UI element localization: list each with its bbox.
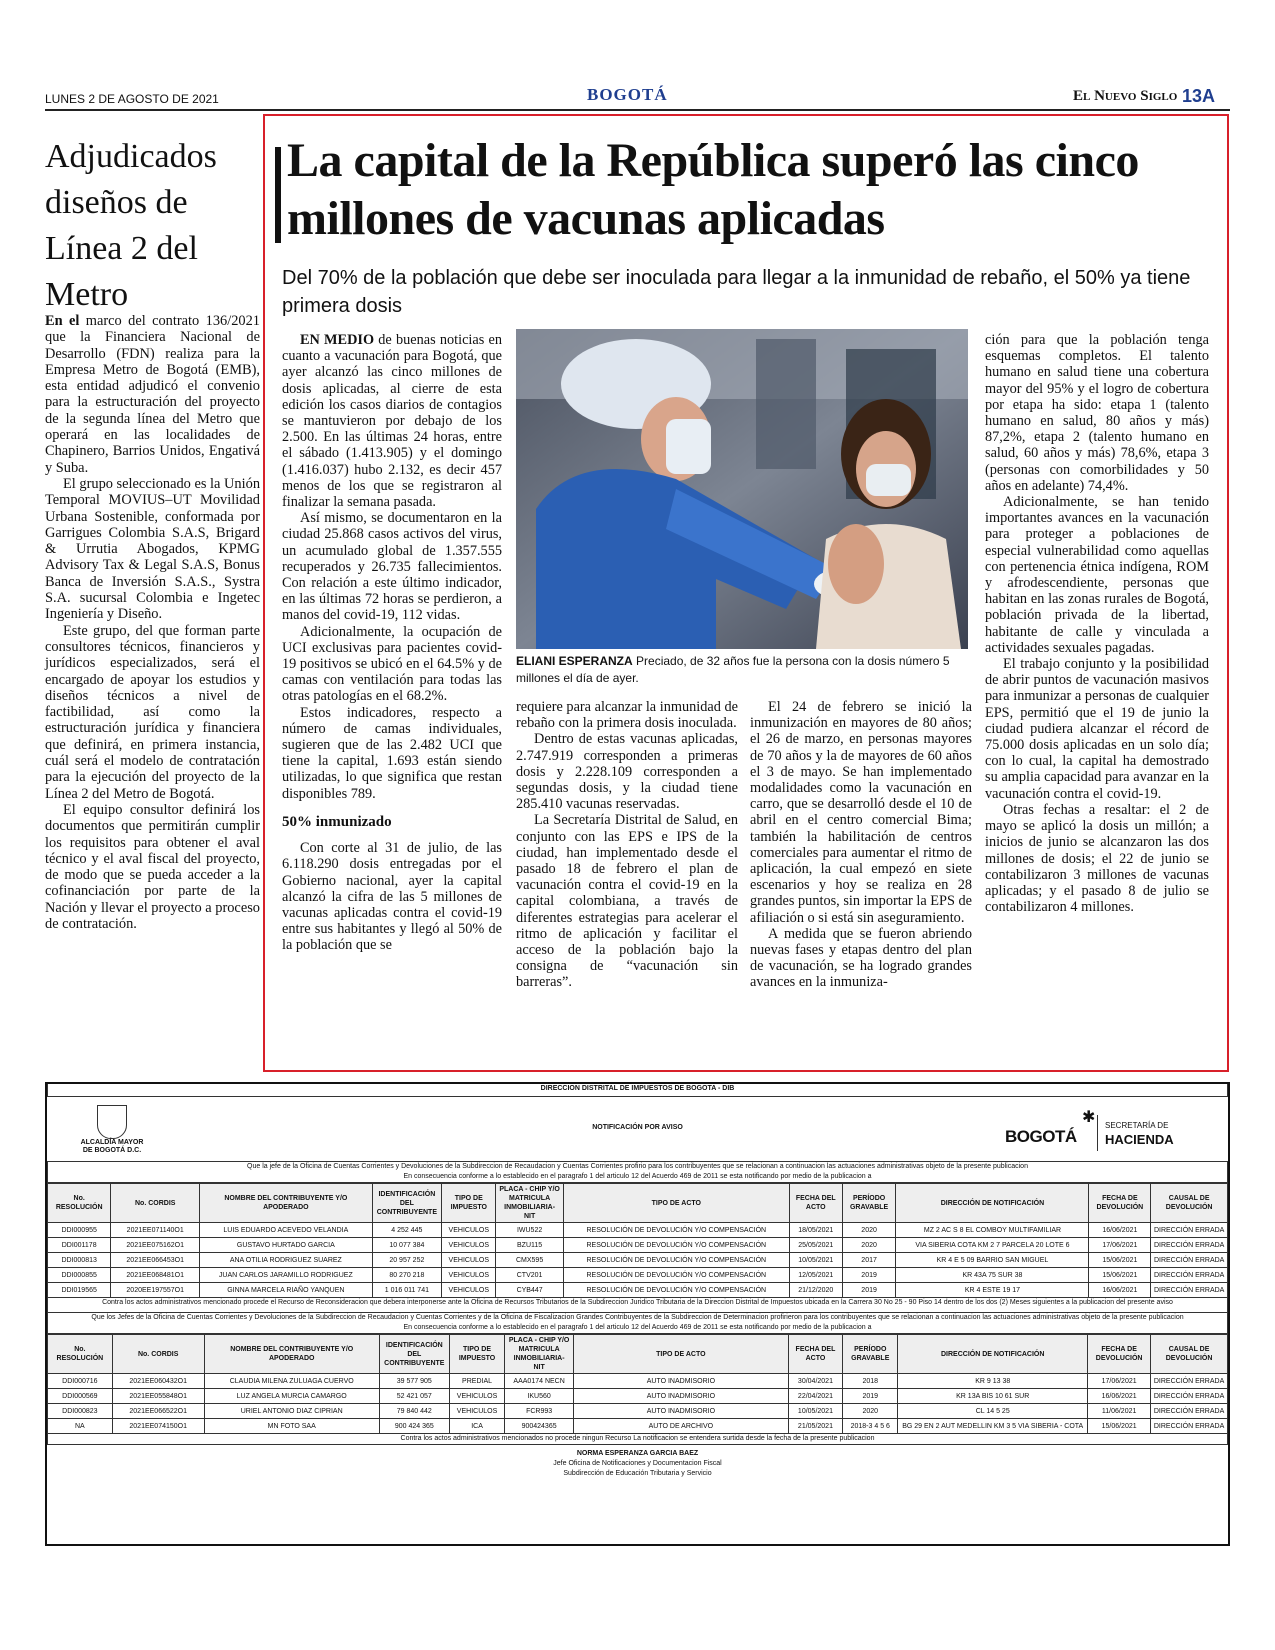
main-paragraph: Otras fechas a resaltar: el 2 de mayo se aplicó la dosis un millón; a inicios de junio se alcanzaron las dos millones de dosis; el 22 de junio se contabilizaron 3 millones de vacunas aplicadas; y el pasado 8 de julio se contabilizaron 4 millones.: [985, 801, 1209, 916]
main-paragraph: A medida que se fueron abriendo nuevas fases y etapas dentro del plan de vacunación, se ha logrado grandes avances en la inmuniza-: [750, 925, 972, 991]
table-cell: CYB447: [496, 1283, 563, 1298]
table-cell: CL 14 5 25: [898, 1404, 1088, 1419]
table-cell: 15/06/2021: [1088, 1419, 1151, 1434]
logo-divider: [1097, 1115, 1098, 1151]
table-cell: 2021EE075162O1: [111, 1238, 200, 1253]
table-header-cell: No. RESOLUCIÓN: [48, 1335, 113, 1374]
main-paragraph: ción para que la población tenga esquemas completos. El talento humano en salud tiene una cobertura mayor del 95% y el logro de cobertura por etapa ha sido: etapa 1 (talento humano en salud, 80 años y más) 87,2%, etapa 2 (talento humano en salud, 60 años y más) 78,6%, etapa 3 (personas con comorbilidades y 50 años en adelante) 74,4%.: [985, 332, 1209, 494]
table-cell: LUZ ANGELA MURCIA CAMARGO: [204, 1389, 379, 1404]
main-paragraph: Estos indicadores, respecto a número de camas individuales, sugieren que de las 2.482 UCI que tiene la capital, 1.693 están siendo utilizadas, lo que significa que restan disponibles 789.: [282, 704, 502, 802]
table-cell: BZU115: [496, 1238, 563, 1253]
main-headline: La capital de la República superó las cinco millones de vacunas aplicadas: [287, 134, 1139, 245]
main-paragraph: Así mismo, se documentaron en la ciudad 25.868 casos activos del virus, un acumulado global de 1.357.555 recuperados y 26.735 fallecimientos. Con relación a este último indicador, en las últimas 72 horas se perdieron, a manos del covid-19, 112 vidas.: [282, 510, 502, 624]
table-cell: 25/05/2021: [789, 1238, 842, 1253]
intro-text-2b: En consecuencia conforme a lo establecido en el paragrafo 1 del articulo 12 del Acuerdo 469 de 2011 se esta notificando por medio de la publicacion a: [47, 1323, 1228, 1334]
notice-header: [47, 1097, 1228, 1161]
table-cell: DDI000813: [48, 1253, 111, 1268]
table-header-cell: No. RESOLUCIÓN: [48, 1184, 111, 1223]
table-cell: ANA OTILIA RODRIGUEZ SUAREZ: [200, 1253, 372, 1268]
main-paragraph: Adicionalmente, se han tenido importantes avances en la vacunación para proteger a poblaciones de especial vulnerabilidad como aquellas con pertenencia étnica indígena, ROM y afrodescendiente, personas que habitan en las zonas rurales de Bogotá, población privada de la libertad, habitante de calle y vinculada a actividades sexuales pagadas.: [985, 494, 1209, 656]
table-cell: GINNA MARCELA RIAÑO YANQUEN: [200, 1283, 372, 1298]
table-cell: 17/06/2021: [1089, 1238, 1151, 1253]
table-header-cell: TIPO DE IMPUESTO: [449, 1335, 504, 1374]
table-cell: DIRECCIÓN ERRADA: [1151, 1268, 1228, 1283]
notice-table-1: [47, 1183, 1228, 1298]
table-cell: RESOLUCIÓN DE DEVOLUCIÓN Y/O COMPENSACIÓN: [563, 1238, 789, 1253]
table-cell: GUSTAVO HURTADO GARCIA: [200, 1238, 372, 1253]
table-header-row: [48, 1335, 1228, 1374]
vaccination-photo-illustration: [516, 329, 968, 649]
main-deck: Del 70% de la población que debe ser inoculada para llegar a la inmunidad de rebaño, el 50% ya tiene primera dosis: [282, 267, 1191, 317]
table-cell: MN FOTO SAA: [204, 1419, 379, 1434]
alcaldia-line: ALCALDÍA MAYOR: [80, 1139, 144, 1146]
table-cell: DDI019565: [48, 1283, 111, 1298]
table-cell: 2021EE066522O1: [112, 1404, 204, 1419]
table-row: [48, 1223, 1228, 1238]
notice-signature: [47, 1449, 1228, 1479]
edition-date: LUNES 2 DE AGOSTO DE 2021: [45, 92, 219, 106]
table-row: [48, 1374, 1228, 1389]
notice-top-title: DIRECCION DISTRITAL DE IMPUESTOS DE BOGOTA - DIB: [47, 1084, 1228, 1097]
main-paragraph: Con corte al 31 de julio, de las 6.118.290 dosis entregadas por el Gobierno nacional, ayer la capital alcanzó la cifra de las 5 millones de vacunas aplicadas contra el covid-19 entre sus habitantes y llegó al 50% de la población que se: [282, 840, 502, 954]
recourse-note-2: Contra los actos administrativos mencionados no procede ningun Recurso La notificacion se entendera surtida desde la fecha de la presente publicacion: [47, 1434, 1228, 1445]
table-header-cell: FECHA DEL ACTO: [789, 1184, 842, 1223]
main-subhead: 50% inmunizado: [282, 813, 392, 830]
bogota-brand-logo: BOGOTÁ: [1005, 1127, 1077, 1146]
main-paragraph: La Secretaría Distrital de Salud, en conjunto con las EPS e IPS de la ciudad, han implementado desde el pasado 18 de febrero el plan de vacunación contra el covid-19 en la capital colombiana, a través de diferentes estrategias para acelerar el ritmo de aplicación y facilitar el acceso de la población bajo la consigna de “vacunación sin barreras”.: [516, 812, 738, 991]
table-cell: DDI000855: [48, 1268, 111, 1283]
main-column-3: [750, 699, 972, 991]
table-header-cell: No. CORDIS: [111, 1184, 200, 1223]
table-cell: CLAUDIA MILENA ZULUAGA CUERVO: [204, 1374, 379, 1389]
table-cell: 900 424 365: [379, 1419, 449, 1434]
table-cell: NA: [48, 1419, 113, 1434]
table-cell: PREDIAL: [449, 1374, 504, 1389]
table-cell: KR 4 ESTE 19 17: [896, 1283, 1089, 1298]
table-header-cell: FECHA DE DEVOLUCIÓN: [1088, 1335, 1151, 1374]
caption-text: Preciado, de 32 años fue la persona con la dosis número 5 millones el día de ayer.: [516, 654, 950, 685]
table-header-cell: NOMBRE DEL CONTRIBUYENTE Y/O APODERADO: [200, 1184, 372, 1223]
table-cell: 16/06/2021: [1088, 1389, 1151, 1404]
table-header-cell: NOMBRE DEL CONTRIBUYENTE Y/O APODERADO: [204, 1335, 379, 1374]
table-cell: DDI001178: [48, 1238, 111, 1253]
main-paragraph: de buenas noticias en cuanto a vacunación para Bogotá, que ayer alcanzó las cinco millones de dosis aplicadas, al cierre de esta edición los casos diarios de contagios se mantuvieron por debajo de los 2.500. En las últimas 24 horas, entre el sábado (1.413.905) y el domingo (1.416.037) hubo 2.132, es decir 457 menos de los que se registraron al finalizar la semana pasada.: [282, 332, 502, 511]
table-row: [48, 1238, 1228, 1253]
table-header-cell: IDENTIFICACIÓN DEL CONTRIBUYENTE: [379, 1335, 449, 1374]
table-header-cell: TIPO DE IMPUESTO: [442, 1184, 496, 1223]
signer-title: Subdirección de Educación Tributaria y Servicio: [563, 1470, 712, 1477]
headline-bar: [275, 147, 281, 243]
table-cell: DDI000955: [48, 1223, 111, 1238]
photo-caption: [516, 653, 971, 687]
left-paragraph: El equipo consultor definirá los documentos que permitirán cumplir los requisitos para obtener el aval técnico y el aval fiscal del proyecto, de modo que se pueda acceder a la cofinanciación por parte de la Nación y llevar el proyecto a proceso de contratación.: [45, 801, 260, 932]
newspaper-name: El Nuevo Siglo: [1073, 88, 1178, 104]
main-column-1: [282, 332, 502, 954]
header-rule: [45, 109, 1230, 111]
main-paragraph: Adicionalmente, la ocupación de UCI exclusivas para pacientes covid-19 positivos se ubicó en el 64.5% y de camas con ventilación para todas las otras patologías en el 68.2%.: [282, 623, 502, 705]
table-cell: VEHICULOS: [449, 1404, 504, 1419]
signer-title: Jefe Oficina de Notificaciones y Documentacion Fiscal: [553, 1460, 722, 1467]
table-cell: 2020: [842, 1238, 896, 1253]
table-cell: 79 840 442: [379, 1404, 449, 1419]
bogota-crest-icon: [97, 1105, 127, 1139]
table-header-row: [48, 1184, 1228, 1223]
table-cell: 2021EE060432O1: [112, 1374, 204, 1389]
table-cell: 2021EE074150O1: [112, 1419, 204, 1434]
table-cell: IWU522: [496, 1223, 563, 1238]
table-cell: 2020EE197557O1: [111, 1283, 200, 1298]
table-cell: 2020: [842, 1223, 896, 1238]
main-column-4: [985, 332, 1209, 915]
table-cell: 16/06/2021: [1089, 1223, 1151, 1238]
table-header-cell: IDENTIFICACIÓN DEL CONTRIBUYENTE: [372, 1184, 442, 1223]
table-cell: 2021EE066453O1: [111, 1253, 200, 1268]
table-cell: MZ 2 AC S 8 EL COMBOY MULTIFAMILIAR: [896, 1223, 1089, 1238]
main-column-2: [516, 699, 738, 991]
table-cell: DIRECCIÓN ERRADA: [1151, 1404, 1228, 1419]
table-cell: KR 4 E 5 09 BARRIO SAN MIGUEL: [896, 1253, 1089, 1268]
table-row: [48, 1253, 1228, 1268]
table-cell: 2019: [842, 1283, 896, 1298]
table-cell: 2021EE055848O1: [112, 1389, 204, 1404]
page-number: 13A: [1182, 86, 1216, 106]
table-cell: 2021EE068481O1: [111, 1268, 200, 1283]
table-header-cell: TIPO DE ACTO: [574, 1335, 789, 1374]
table-cell: KR 13A BIS 10 61 SUR: [898, 1389, 1088, 1404]
intro-text-1b: En consecuencia conforme a lo establecido en el paragrafo 1 del articulo 12 del Acuerdo 469 de 2011 se esta notificando por medio de la publicacion a: [47, 1172, 1228, 1183]
main-paragraph: requiere para alcanzar la inmunidad de rebaño con la primera dosis inoculada.: [516, 699, 738, 732]
table-cell: 2018-3 4 5 6: [843, 1419, 898, 1434]
table-cell: FCR993: [505, 1404, 574, 1419]
table-cell: AUTO DE ARCHIVO: [574, 1419, 789, 1434]
table-cell: VEHICULOS: [442, 1268, 496, 1283]
table-cell: DIRECCIÓN ERRADA: [1151, 1389, 1228, 1404]
table-cell: RESOLUCIÓN DE DEVOLUCIÓN Y/O COMPENSACIÓN: [563, 1268, 789, 1283]
table-header-cell: CAUSAL DE DEVOLUCIÓN: [1151, 1184, 1228, 1223]
table-cell: 4 252 445: [372, 1223, 442, 1238]
table-cell: 18/05/2021: [789, 1223, 842, 1238]
table-header-cell: DIRECCIÓN DE NOTIFICACIÓN: [896, 1184, 1089, 1223]
left-article-body: [45, 313, 260, 932]
left-paragraph: El grupo seleccionado es la Unión Temporal MOVIUS–UT Movilidad Urbana Sostenible, conformada por Garrigues Colombia S.A.S, Brigard & Urrutia Abogados, KPMG Advisory Tax & Legal S.A.S, Bonus Banca de Inversión S.A.S., Systra S.A. sucursal Colombia e Ingetec Ingeniería y Diseño.: [45, 475, 261, 623]
table-header-cell: PLACA - CHIP Y/O MATRICULA INMOBILIARIA- NIT: [505, 1335, 574, 1374]
table-cell: 52 421 057: [379, 1389, 449, 1404]
notice-table-2: [47, 1334, 1228, 1434]
table-cell: 2017: [842, 1253, 896, 1268]
table-cell: DIRECCIÓN ERRADA: [1151, 1283, 1228, 1298]
table-cell: DDI000716: [48, 1374, 113, 1389]
table-cell: DIRECCIÓN ERRADA: [1151, 1223, 1228, 1238]
table-cell: 1 016 011 741: [372, 1283, 442, 1298]
table-cell: DIRECCIÓN ERRADA: [1151, 1238, 1228, 1253]
vaccination-photo: [516, 329, 968, 649]
table-cell: AUTO INADMISORIO: [574, 1389, 789, 1404]
table-cell: JUAN CARLOS JARAMILLO RODRIGUEZ: [200, 1268, 372, 1283]
table-cell: 39 577 905: [379, 1374, 449, 1389]
left-paragraph: Este grupo, del que forman parte consultores técnicos, financieros y jurídicos especializados, será el encargado de apoyar los estudios y diseños técnicos a nivel de factibilidad, así como la estructuración jurídica y financiera que definirá, en primera instancia, cuál será el modelo de contratación para la ejecución del proyecto de la Línea 2 del Metro de Bogotá.: [45, 622, 260, 802]
table-cell: LUIS EDUARDO ACEVEDO VELANDIA: [200, 1223, 372, 1238]
table-cell: 20 957 252: [372, 1253, 442, 1268]
star-icon: ✱: [1082, 1109, 1096, 1126]
table-cell: CTV201: [496, 1268, 563, 1283]
table-cell: DIRECCIÓN ERRADA: [1151, 1253, 1228, 1268]
table-cell: 17/06/2021: [1088, 1374, 1151, 1389]
signer-name: NORMA ESPERANZA GARCIA BAEZ: [576, 1450, 699, 1457]
table-cell: AUTO INADMISORIO: [574, 1374, 789, 1389]
left-article-title: Adjudicados diseños de Línea 2 del Metro: [45, 138, 217, 313]
table-cell: 22/04/2021: [788, 1389, 843, 1404]
table-cell: VEHICULOS: [442, 1253, 496, 1268]
table-cell: DIRECCIÓN ERRADA: [1151, 1419, 1228, 1434]
table-cell: VIA SIBERIA COTA KM 2 7 PARCELA 20 LOTE 6: [896, 1238, 1089, 1253]
table-header-cell: PERÍODO GRAVABLE: [842, 1184, 896, 1223]
table-cell: DIRECCIÓN ERRADA: [1151, 1374, 1228, 1389]
alcaldia-line: DE BOGOTÁ D.C.: [82, 1147, 142, 1154]
table-row: [48, 1268, 1228, 1283]
table-header-cell: No. CORDIS: [112, 1335, 204, 1374]
table-row: [48, 1419, 1228, 1434]
table-cell: 21/12/2020: [789, 1283, 842, 1298]
table-cell: DDI000823: [48, 1404, 113, 1419]
table-cell: 2020: [843, 1404, 898, 1419]
table-cell: RESOLUCIÓN DE DEVOLUCIÓN Y/O COMPENSACIÓN: [563, 1253, 789, 1268]
table-cell: 2019: [843, 1389, 898, 1404]
tax-notice: [45, 1082, 1230, 1546]
table-cell: 80 270 218: [372, 1268, 442, 1283]
table-cell: VEHICULOS: [449, 1389, 504, 1404]
table-cell: KR 43A 75 SUR 38: [896, 1268, 1089, 1283]
notice-title: NOTIFICACIÓN POR AVISO: [592, 1124, 683, 1131]
table-cell: IKU560: [505, 1389, 574, 1404]
table-cell: AUTO INADMISORIO: [574, 1404, 789, 1419]
table-header-cell: PERÍODO GRAVABLE: [843, 1335, 898, 1374]
table-row: [48, 1404, 1228, 1419]
table-cell: BG 29 EN 2 AUT MEDELLIN KM 3 5 VIA SIBERIA - COTA: [898, 1419, 1088, 1434]
intro-text-1: Que la jefe de la Oficina de Cuentas Corrientes y Devoluciones de la Subdireccion de Recaudacion y Cuentas Corrientes profirio para los contribuyentes que se relacionan a continuacion las actuaciones administrativas objeto de la presente publicacion: [47, 1161, 1228, 1172]
table-cell: 2019: [842, 1268, 896, 1283]
table-header-cell: FECHA DE DEVOLUCIÓN: [1089, 1184, 1151, 1223]
table-cell: 11/06/2021: [1088, 1404, 1151, 1419]
table-cell: CMX595: [496, 1253, 563, 1268]
caption-name: ELIANI ESPERANZA: [516, 654, 633, 668]
table-cell: RESOLUCIÓN DE DEVOLUCIÓN Y/O COMPENSACIÓN: [563, 1283, 789, 1298]
intro-text-2: Que los Jefes de la Oficina de Cuentas Corrientes y Devoluciones de la Subdireccion de Recaudacion y Cuentas Corrientes y de la Oficina de Fiscalizacion Grandes Contribuyentes de la Subdireccion de Determinacion profirieron para los contribuyentes que se relacionan a continuacion las actuaciones administrativas objeto de la presente publicacion: [47, 1313, 1228, 1323]
section-name: BOGOTÁ: [587, 85, 668, 104]
secretaria-line: HACIENDA: [1105, 1132, 1174, 1147]
table-header-cell: TIPO DE ACTO: [563, 1184, 789, 1223]
table-row: [48, 1283, 1228, 1298]
table-cell: 2018: [843, 1374, 898, 1389]
table-cell: VEHICULOS: [442, 1238, 496, 1253]
secretaria-logo: [1105, 1119, 1174, 1147]
table-cell: KR 9 13 38: [898, 1374, 1088, 1389]
table-header-cell: PLACA - CHIP Y/O MATRICULA INMOBILIARIA- NIT: [496, 1184, 563, 1223]
table-row: [48, 1389, 1228, 1404]
table-cell: 21/05/2021: [788, 1419, 843, 1434]
main-lead: EN MEDIO: [300, 332, 375, 348]
table-cell: 15/06/2021: [1089, 1253, 1151, 1268]
main-paragraph: Dentro de estas vacunas aplicadas, 2.747.919 corresponden a primeras dosis y 2.228.109 corresponden a segundas dosis, y la ciudad tiene 285.410 vacunas reservadas.: [516, 731, 738, 813]
table-cell: 10/05/2021: [788, 1404, 843, 1419]
table-header-cell: FECHA DEL ACTO: [788, 1335, 843, 1374]
table-cell: 2021EE071140O1: [111, 1223, 200, 1238]
table-cell: 10/05/2021: [789, 1253, 842, 1268]
left-paragraph: marco del contrato 136/2021 que la Financiera Nacional de Desarrollo (FDN) realiza para la Empresa Metro de Bogotá (EMB), esta entidad adjudicó el convenio para la estructuración del proyecto de la segunda línea del Metro que operará en las localidades de Chapinero, Barrios Unidos, Engativá y Suba.: [45, 313, 260, 476]
table-cell: RESOLUCIÓN DE DEVOLUCIÓN Y/O COMPENSACIÓN: [563, 1223, 789, 1238]
table-cell: URIEL ANTONIO DIAZ CIPRIAN: [204, 1404, 379, 1419]
table-cell: 900424365: [505, 1419, 574, 1434]
recourse-note-1: Contra los actos administrativos mencionado procede el Recurso de Reconsideracion que debera interponerse ante la Oficina de Recursos Tributarios de la Subdireccion Juridico Tributaria de la Direccion Distrital de Impuestos ubicada en la Carrera 30 No 25 - 90 Piso 14 dentro de los dos (2) Meses siguientes a la publicacion del presente aviso: [47, 1298, 1228, 1313]
table-cell: 16/06/2021: [1089, 1283, 1151, 1298]
table-cell: DDI000569: [48, 1389, 113, 1404]
table-header-cell: CAUSAL DE DEVOLUCIÓN: [1151, 1335, 1228, 1374]
table-cell: 15/06/2021: [1089, 1268, 1151, 1283]
table-cell: 12/05/2021: [789, 1268, 842, 1283]
table-cell: VEHICULOS: [442, 1223, 496, 1238]
main-paragraph: El trabajo conjunto y la posibilidad de abrir puntos de vacunación masivos para inmunizar a personas de cualquier EPS, permitió que el 19 de junio la ciudad pudiera alcanzar el récord de 75.000 dosis aplicadas en un solo día; con lo cual, la capital ha demostrado su amplia capacidad para avanzar en la vacunación contra el covid-19.: [985, 656, 1209, 802]
table-cell: ICA: [449, 1419, 504, 1434]
table-cell: AAA0174 NECN: [505, 1374, 574, 1389]
main-paragraph: El 24 de febrero se inició la inmunización en mayores de 80 años; el 26 de marzo, en personas mayores de 70 años y la de mayores de 60 años el 3 de mayo. Se han implementado modalidades como la vacunación en carro, que se desarrolló desde el 10 de abril en el centro comercial Bima; también la habilitación de centros comerciales para aumentar el ritmo de aplicación, la cual empezó en siete escenarios y hoy se realiza en 28 grandes puntos, sin importar la EPS de afiliación o si está sin aseguramiento.: [750, 699, 972, 926]
alcaldia-logo-text: [77, 1139, 147, 1155]
table-cell: 10 077 384: [372, 1238, 442, 1253]
table-cell: VEHICULOS: [442, 1283, 496, 1298]
table-cell: 30/04/2021: [788, 1374, 843, 1389]
table-header-cell: DIRECCIÓN DE NOTIFICACIÓN: [898, 1335, 1088, 1374]
left-article-lead: En el: [45, 313, 80, 329]
secretaria-line: SECRETARÍA DE: [1105, 1121, 1169, 1130]
